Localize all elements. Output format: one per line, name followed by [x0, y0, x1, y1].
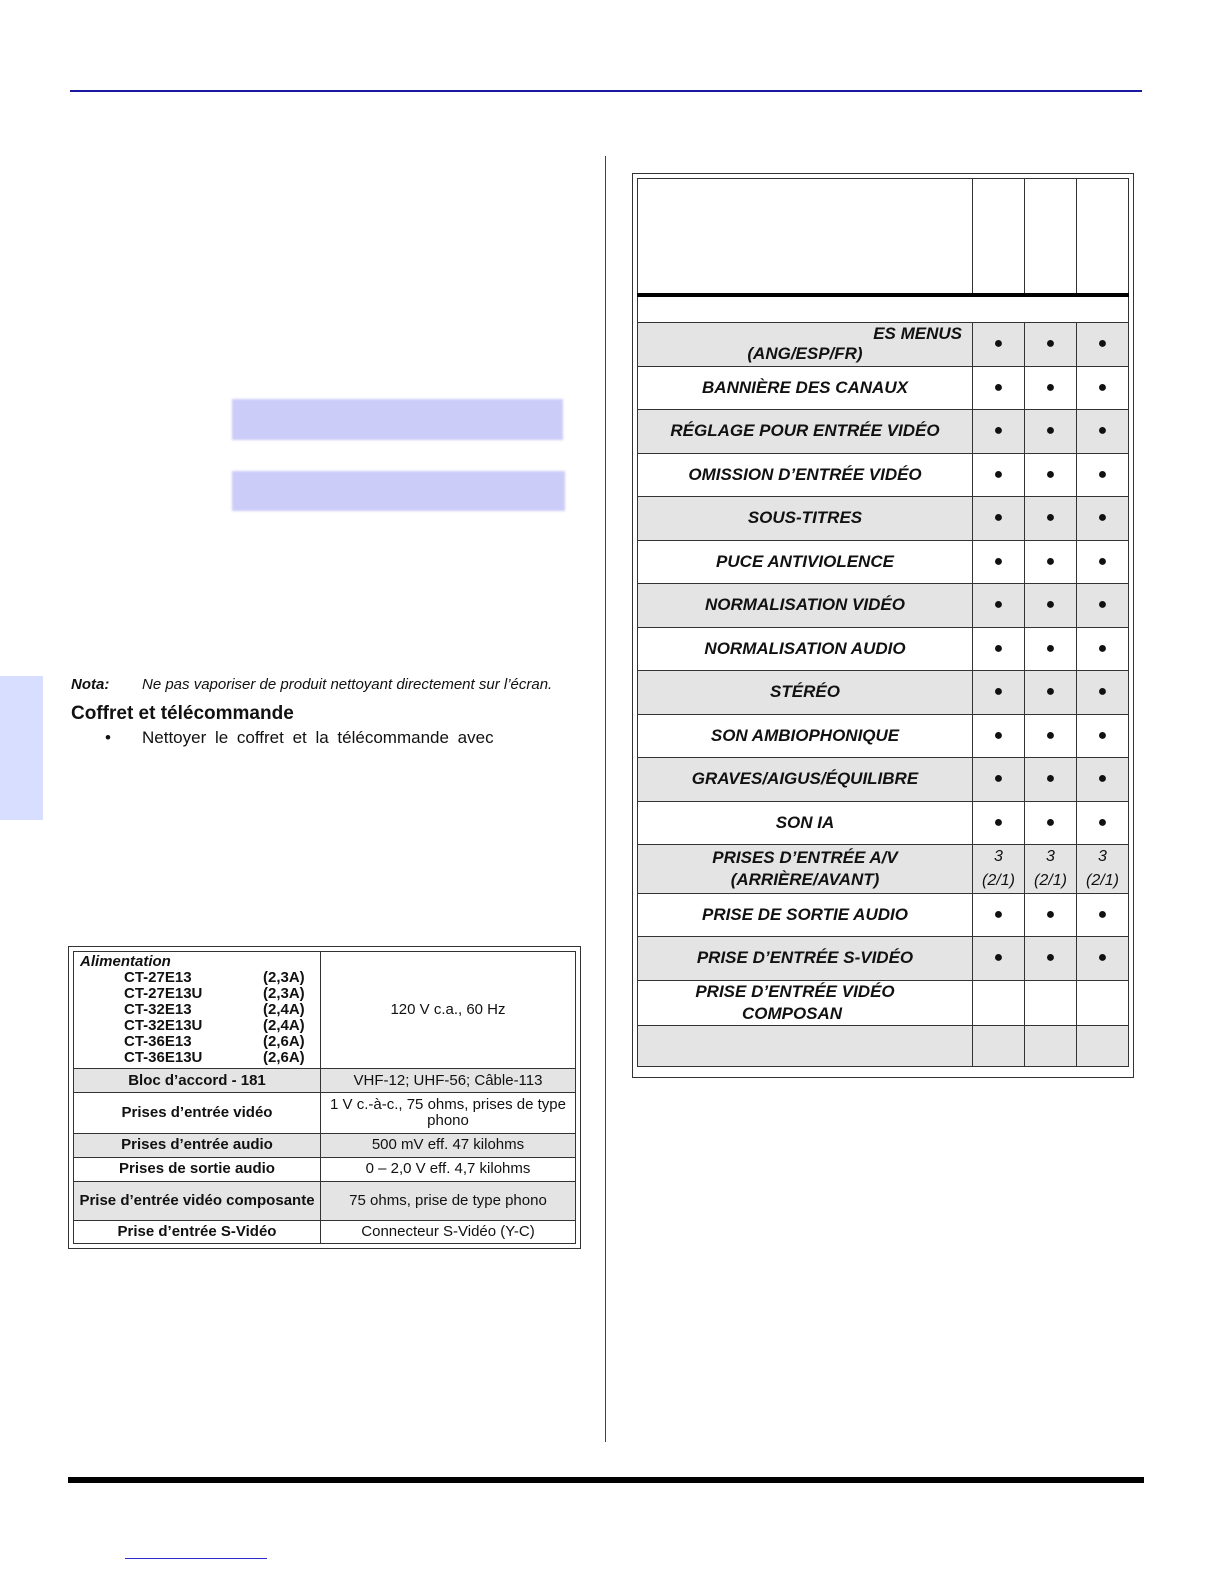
feature-mark: ●	[1077, 627, 1129, 670]
specifications-table	[68, 946, 581, 1249]
feature-mark: ●	[1077, 322, 1129, 366]
feature-mark: ●	[973, 322, 1025, 366]
highlight-bar	[232, 399, 563, 440]
model-amp: (2,3A)	[263, 985, 305, 1003]
table-row	[638, 670, 1129, 714]
power-title: Alimentation	[80, 953, 171, 971]
feature-mark: ●	[1025, 936, 1077, 980]
feature-mark: ●	[973, 936, 1025, 980]
table-row	[638, 583, 1129, 627]
header-cell	[638, 179, 973, 296]
feature-mark: ●	[973, 366, 1025, 409]
feature-mark: ●	[973, 670, 1025, 714]
feature-mark	[973, 980, 1025, 1025]
feature-mark: ●	[1025, 670, 1077, 714]
note	[71, 676, 591, 693]
feature-mark: ●	[973, 801, 1025, 844]
highlight-bar	[232, 471, 565, 511]
feature-mark: ●	[1077, 409, 1129, 453]
model-amp: (2,6A)	[263, 1033, 305, 1051]
feature-mark: ●	[1025, 757, 1077, 801]
table-row	[74, 1069, 576, 1093]
feature-mark	[1077, 980, 1129, 1025]
feature-mark: ●	[1025, 322, 1077, 366]
feature-label-line: PRISE D’ENTRÉE VIDÉO	[695, 981, 895, 1001]
feature-mark: ●	[1077, 801, 1129, 844]
model-amp: (2,4A)	[263, 1001, 305, 1019]
feature-label: GRAVES/AIGUS/ÉQUILIBRE	[638, 757, 973, 801]
spec-label: Bloc d’accord - 181	[74, 1069, 321, 1093]
model-amp: (2,6A)	[263, 1049, 305, 1067]
av-count: 3	[1046, 847, 1055, 865]
feature-label: PUCE ANTIVIOLENCE	[638, 540, 973, 583]
note-text: Ne pas vaporiser de produit nettoyant directement sur l’écran.	[142, 676, 553, 693]
footer-link-underline	[125, 1558, 267, 1559]
table-row	[638, 627, 1129, 670]
table-row	[638, 936, 1129, 980]
feature-label: NORMALISATION VIDÉO	[638, 583, 973, 627]
feature-mark: ●	[973, 893, 1025, 936]
spec-value: 500 mV eff. 47 kilohms	[321, 1133, 576, 1157]
table-row	[74, 1181, 576, 1220]
note-label: Nota:	[71, 676, 110, 693]
feature-label-line: ES MENUS	[873, 324, 962, 343]
feature-label: SON AMBIOPHONIQUE	[638, 714, 973, 757]
feature-mark	[1077, 1025, 1129, 1066]
section-title: Coffret et télécommande	[71, 703, 294, 724]
feature-mark: ●	[973, 583, 1025, 627]
feature-label	[638, 322, 973, 366]
feature-mark: ●	[973, 714, 1025, 757]
feature-mark: ●	[1025, 496, 1077, 540]
spec-value: 0 – 2,0 V eff. 4,7 kilohms	[321, 1157, 576, 1181]
table-row	[638, 844, 1129, 893]
feature-mark: ●	[1025, 583, 1077, 627]
feature-mark: ●	[1077, 893, 1129, 936]
model-name: CT-32E13U	[124, 1017, 203, 1035]
feature-label: PRISE D’ENTRÉE S-VIDÉO	[638, 936, 973, 980]
table-row	[638, 540, 1129, 583]
feature-mark: ●	[1025, 893, 1077, 936]
feature-label: PRISE DE SORTIE AUDIO	[638, 893, 973, 936]
feature-mark: ●	[1077, 366, 1129, 409]
table-row	[638, 757, 1129, 801]
bullet-dot: •	[105, 728, 111, 747]
spec-label: Prises de sortie audio	[74, 1157, 321, 1181]
model-row	[78, 986, 316, 1002]
model-amp: (2,3A)	[263, 969, 305, 987]
feature-mark: ●	[1025, 453, 1077, 496]
feature-label: NORMALISATION AUDIO	[638, 627, 973, 670]
feature-mark	[1025, 980, 1077, 1025]
power-cell	[78, 954, 316, 1066]
feature-label-line: PRISES D’ENTRÉE A/V	[712, 847, 898, 867]
feature-label: SON IA	[638, 801, 973, 844]
table-row	[638, 322, 1129, 366]
feature-mark: ●	[1025, 714, 1077, 757]
spec-label: Prises d’entrée audio	[74, 1133, 321, 1157]
model-name: CT-27E13	[124, 969, 192, 987]
table-row	[74, 952, 576, 1069]
feature-mark	[1077, 844, 1129, 893]
table-row	[74, 1157, 576, 1181]
model-name: CT-27E13U	[124, 985, 203, 1003]
feature-mark: ●	[1077, 540, 1129, 583]
feature-mark: ●	[1077, 670, 1129, 714]
feature-label-line: COMPOSAN	[741, 1003, 843, 1023]
feature-mark	[1025, 844, 1077, 893]
model-name: CT-36E13	[124, 1033, 192, 1051]
av-split: (2/1)	[1086, 871, 1119, 889]
table-row	[638, 295, 1129, 322]
table-row	[638, 893, 1129, 936]
feature-mark: ●	[1025, 540, 1077, 583]
feature-label-line: (ANG/ESP/FR)	[747, 344, 863, 363]
feature-mark: ●	[1077, 757, 1129, 801]
model-row	[78, 1034, 316, 1050]
model-row	[78, 1018, 316, 1034]
feature-mark: ●	[1077, 496, 1129, 540]
feature-mark: ●	[973, 627, 1025, 670]
av-split: (2/1)	[982, 871, 1015, 889]
feature-mark: ●	[1077, 583, 1129, 627]
table-row	[638, 496, 1129, 540]
table-row	[638, 980, 1129, 1025]
features-table	[632, 173, 1134, 1078]
bullet-item	[105, 728, 494, 748]
model-name: CT-32E13	[124, 1001, 192, 1019]
feature-label-line: (ARRIÈRE/AVANT)	[730, 869, 880, 889]
feature-mark: ●	[1025, 409, 1077, 453]
column-divider	[605, 156, 606, 1442]
av-count: 3	[994, 847, 1003, 865]
bottom-rule	[68, 1477, 1144, 1483]
table-row	[74, 1220, 576, 1243]
feature-mark	[973, 844, 1025, 893]
feature-label: BANNIÈRE DES CANAUX	[638, 366, 973, 409]
header-cell	[1077, 179, 1129, 296]
feature-label: RÉGLAGE POUR ENTRÉE VIDÉO	[638, 409, 973, 453]
feature-label	[638, 980, 973, 1025]
feature-mark: ●	[1077, 714, 1129, 757]
table-row	[638, 366, 1129, 409]
feature-mark: ●	[973, 409, 1025, 453]
spec-label: Prise d’entrée S-Vidéo	[74, 1220, 321, 1243]
model-row	[78, 1002, 316, 1018]
power-value: 120 V c.a., 60 Hz	[321, 952, 576, 1069]
feature-mark: ●	[1077, 936, 1129, 980]
spec-value: 1 V c.-à-c., 75 ohms, prises de type phono	[321, 1093, 576, 1133]
feature-mark: ●	[1077, 453, 1129, 496]
header-cell	[1025, 179, 1077, 296]
feature-mark: ●	[1025, 366, 1077, 409]
feature-mark: ●	[973, 757, 1025, 801]
model-name: CT-36E13U	[124, 1049, 203, 1067]
table-row	[74, 1093, 576, 1133]
feature-mark	[973, 1025, 1025, 1066]
side-tab	[0, 676, 43, 820]
spec-value: 75 ohms, prise de type phono	[321, 1181, 576, 1220]
spec-label: Prises d’entrée vidéo	[74, 1093, 321, 1133]
spec-value: VHF-12; UHF-56; Câble-113	[321, 1069, 576, 1093]
feature-mark: ●	[1025, 801, 1077, 844]
feature-mark	[1025, 1025, 1077, 1066]
av-count: 3	[1098, 847, 1107, 865]
spec-label: Prise d’entrée vidéo composante	[74, 1181, 321, 1220]
feature-mark: ●	[973, 453, 1025, 496]
feature-mark: ●	[973, 540, 1025, 583]
feature-label: SOUS-TITRES	[638, 496, 973, 540]
table-row	[638, 801, 1129, 844]
table-row	[638, 409, 1129, 453]
av-split: (2/1)	[1034, 871, 1067, 889]
model-row	[78, 1050, 316, 1066]
header-cell	[973, 179, 1025, 296]
feature-label	[638, 1025, 973, 1066]
table-row	[638, 1025, 1129, 1066]
spec-value: Connecteur S-Vidéo (Y-C)	[321, 1220, 576, 1243]
feature-mark: ●	[1025, 627, 1077, 670]
model-row	[78, 970, 316, 986]
table-row	[638, 453, 1129, 496]
table-row	[638, 714, 1129, 757]
blank-row	[638, 295, 1129, 322]
feature-mark: ●	[973, 496, 1025, 540]
table-row	[74, 1133, 576, 1157]
model-amp: (2,4A)	[263, 1017, 305, 1035]
feature-label: STÉRÉO	[638, 670, 973, 714]
feature-label: OMISSION D’ENTRÉE VIDÉO	[638, 453, 973, 496]
feature-label	[638, 844, 973, 893]
top-rule	[70, 90, 1142, 92]
table-header-row	[638, 179, 1129, 296]
bullet-text: Nettoyer le coffret et la télécommande avec	[142, 728, 494, 747]
